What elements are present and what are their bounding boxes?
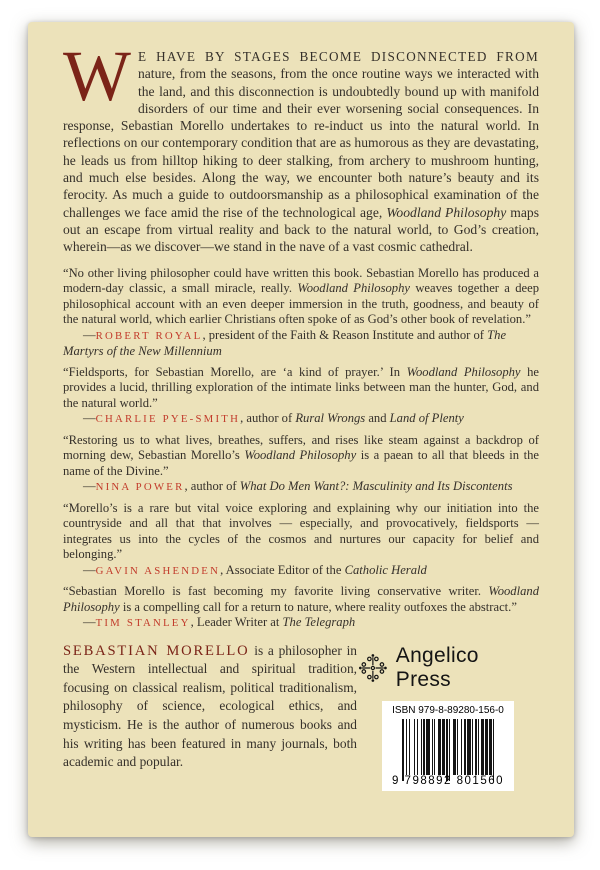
- blurb-quote: “No other living philosopher could have written this book. Sebastian Morello has produced a modern-day classic, a small miracle, really. Woodland Philosophy weaves together a deep philosophical account with an even deeper immersion in the truth, goodness, and beauty of the natural world, which earlier Christians often spoke of as God’s other book of revelation.”: [63, 265, 540, 327]
- opening-paragraph: [63, 36, 540, 256]
- publisher-column: [357, 642, 539, 791]
- book-back-cover: [28, 22, 574, 837]
- publisher-name: Angelico Press: [395, 643, 479, 691]
- blurb: [63, 501, 539, 580]
- publisher-ornament-icon: [357, 652, 389, 684]
- author-bio-text: is a philosopher in the Western intellectual and spiritual tradition, focusing on classical realism, political traditionalism, philosophy of science, ecological ethics, and mysticism. He is the author of numerous books and his writing has been featured in many journals, both academic and popular.: [63, 642, 357, 770]
- barcode-digits: 9 798892 801560: [391, 774, 505, 787]
- blurb: [63, 266, 539, 360]
- cover-content: [28, 22, 574, 791]
- isbn-block: [382, 701, 514, 791]
- blurb-attribution: —TIM STANLEY, Leader Writer at The Telegraph: [83, 615, 356, 630]
- drop-cap: W: [63, 36, 131, 116]
- opening-lead-line: E HAVE BY STAGES BECOME DISCONNECTED FROM: [137, 49, 539, 64]
- isbn-label: ISBN 979-8-89280-156-0: [392, 704, 504, 716]
- publisher-logo: [357, 644, 539, 692]
- barcode: [385, 719, 511, 775]
- blurb: [63, 584, 539, 632]
- blurb-quote: “Fieldsports, for Sebastian Morello, are ‘a kind of prayer.’ In Woodland Philosophy he provides a lucid, thrilling exploration of the intimate links between man the hunter, God, and the natural world.”: [63, 364, 539, 410]
- author-name: SEBASTIAN MORELLO: [63, 642, 250, 659]
- author-bio: [63, 642, 357, 791]
- blurb-quote: “Morello’s is a rare but vital voice exploring and explaining why our initiation into the countryside and all that that involves — especially, and provocatively, fieldsports — integrates us into the cycles of the cosmos and nurtures our capacity for belief and belonging.”: [63, 500, 539, 562]
- blurb-attribution: —GAVIN ASHENDEN, Associate Editor of the Catholic Herald: [83, 562, 427, 577]
- bottom-section: [63, 642, 539, 791]
- blurb: [63, 433, 539, 496]
- blurb-attribution: —CHARLIE PYE-SMITH, author of Rural Wrongs and Land of Plenty: [83, 411, 464, 426]
- blurb-quote: “Restoring us to what lives, breathes, suffers, and rises like steam against a backdrop of morning dew, Sebastian Morello’s Woodland Philosophy is a paean to all that bleeds in the name of the Divine.”: [63, 432, 539, 478]
- blurb-quote: “Sebastian Morello is fast becoming my favorite living conservative writer. Woodland Philosophy is a compelling call for a return to nature, where reality outfoxes the abstract.”: [63, 584, 539, 614]
- review-blurbs: [63, 266, 539, 632]
- blurb-attribution: —ROBERT ROYAL, president of the Faith & Reason Institute and author of The Martyrs of the New Millennium: [63, 327, 507, 359]
- opening-text: nature, from the seasons, from the once routine ways we interacted with the land, and this disconnection is undoubtedly bound up with manifold disorders of our time and their ever worsening social consequences. In response, Sebastian Morello undertakes to re-induct us into the natural world. In reflections on our contemporary condition that are as humorous as they are devastating, he leads us from hilltop hiking to deer stalking, from archery to mushroom hunting, and much else besides. Along the way, we encounter both nature’s beauty and its ferocity. As much a guide to outdoorsmanship as a philosophical examination of the challenges we face amid the rise of the technological age, Woodland Philosophy maps out an escape from virtual reality and back to the natural world, to God’s creation, wherein—as we discover—we stand in the nave of a vast cosmic cathedral.: [63, 66, 540, 255]
- blurb-attribution: —NINA POWER, author of What Do Men Want?: Masculinity and Its Discontents: [83, 479, 513, 494]
- blurb: [63, 365, 539, 428]
